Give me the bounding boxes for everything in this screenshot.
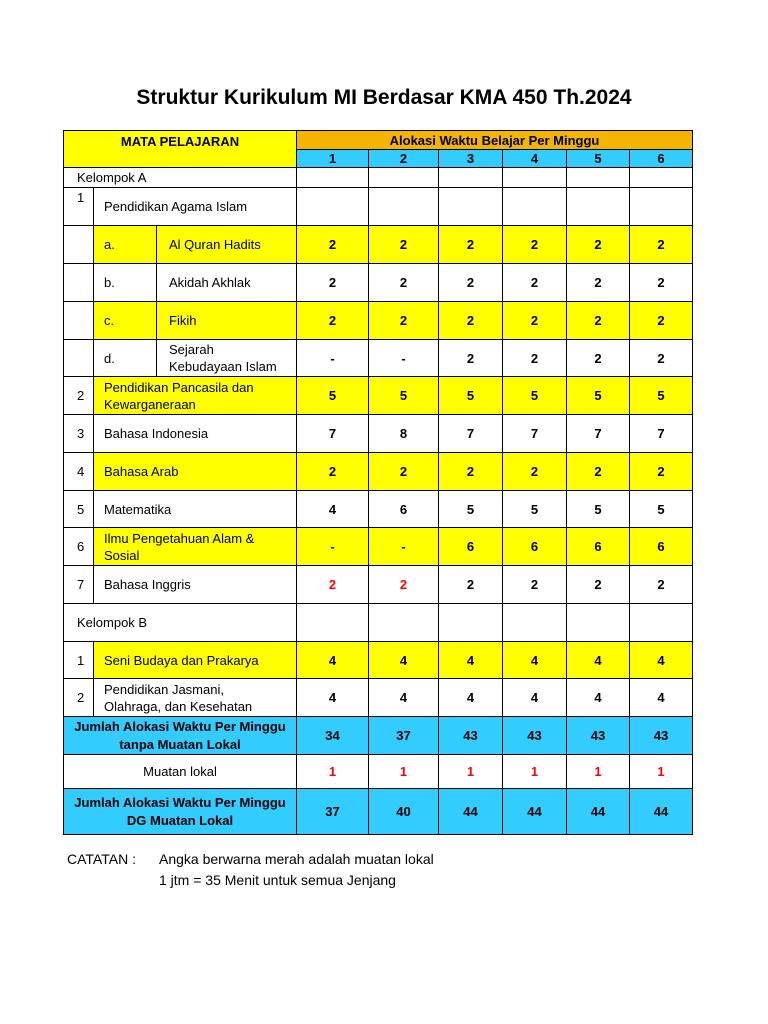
- value-cell: 7: [439, 415, 503, 453]
- value-cell: 4: [503, 679, 567, 717]
- value-cell: 2: [630, 226, 693, 264]
- table-row: [64, 340, 693, 377]
- row-number: 7: [64, 566, 94, 604]
- grade-header: 5: [567, 150, 630, 168]
- value-cell: 2: [439, 566, 503, 604]
- local-content-label: Muatan lokal: [64, 755, 297, 789]
- subject-name: [94, 679, 297, 717]
- value-cell: 2: [503, 264, 567, 302]
- total-cell: 43: [503, 717, 567, 755]
- value-cell: 4: [439, 679, 503, 717]
- total-cell: 44: [630, 789, 693, 835]
- table-row: [64, 415, 693, 453]
- value-cell: 2: [369, 453, 439, 491]
- row-number: 3: [64, 415, 94, 453]
- value-cell: 5: [630, 491, 693, 528]
- total-cell: 43: [567, 717, 630, 755]
- value-cell-local: 1: [567, 755, 630, 789]
- value-cell: 2: [567, 226, 630, 264]
- sub-letter: b.: [94, 264, 157, 302]
- subject-name-line: Ilmu Pengetahuan Alam &: [104, 530, 255, 546]
- table-row: [64, 604, 693, 642]
- subject-name-line: Pendidikan Pancasila dan: [104, 379, 254, 395]
- subject-name: Bahasa Inggris: [94, 566, 297, 604]
- table-row: [64, 226, 693, 264]
- grade-header: 2: [369, 150, 439, 168]
- table-row: [64, 377, 693, 415]
- value-cell: 2: [567, 340, 630, 377]
- subject-name-line: Sejarah: [169, 342, 214, 357]
- value-cell: 6: [630, 528, 693, 566]
- value-cell: 2: [630, 302, 693, 340]
- value-cell: 2: [503, 340, 567, 377]
- table-row: [64, 491, 693, 528]
- grade-header: 1: [297, 150, 369, 168]
- header-alokasi: Alokasi Waktu Belajar Per Minggu: [297, 131, 693, 150]
- row-number: 2: [64, 679, 94, 717]
- table-row: [64, 679, 693, 717]
- value-cell-local: 1: [630, 755, 693, 789]
- value-cell: 2: [630, 566, 693, 604]
- subject-name: Seni Budaya dan Prakarya: [94, 642, 297, 679]
- subject-name: [94, 377, 297, 415]
- value-cell: 7: [503, 415, 567, 453]
- value-cell: 5: [567, 377, 630, 415]
- value-cell: 4: [567, 679, 630, 717]
- value-cell: 2: [630, 453, 693, 491]
- value-cell: 2: [503, 453, 567, 491]
- table-row: [64, 168, 693, 188]
- total-cell: 44: [439, 789, 503, 835]
- subject-name: Bahasa Arab: [94, 453, 297, 491]
- value-cell-local: 1: [369, 755, 439, 789]
- value-cell: 4: [503, 642, 567, 679]
- notes-label: CATATAN :: [67, 851, 136, 867]
- value-cell: 5: [503, 377, 567, 415]
- value-cell: 4: [297, 679, 369, 717]
- value-cell: 5: [567, 491, 630, 528]
- subject-name-line: Kewarganeraan: [104, 396, 196, 412]
- value-cell: 6: [567, 528, 630, 566]
- value-cell: 4: [369, 679, 439, 717]
- value-cell: 2: [297, 264, 369, 302]
- table-row: [64, 789, 693, 835]
- value-cell: 5: [439, 491, 503, 528]
- table-row: [64, 717, 693, 755]
- page-title: Struktur Kurikulum MI Berdasar KMA 450 Th.2024: [136, 86, 632, 109]
- total-cell: 43: [630, 717, 693, 755]
- value-cell: -: [297, 528, 369, 566]
- value-cell-local: 2: [369, 566, 439, 604]
- subject-name: Matematika: [94, 491, 297, 528]
- value-cell: 4: [297, 491, 369, 528]
- value-cell: -: [369, 528, 439, 566]
- value-cell: 4: [630, 642, 693, 679]
- value-cell: 4: [369, 642, 439, 679]
- note-line: Angka berwarna merah adalah muatan lokal: [159, 851, 434, 867]
- sub-letter: c.: [94, 302, 157, 340]
- total-cell: 44: [567, 789, 630, 835]
- value-cell: 2: [439, 453, 503, 491]
- value-cell: 2: [439, 302, 503, 340]
- total-cell: 37: [297, 789, 369, 835]
- grade-header: 3: [439, 150, 503, 168]
- value-cell: -: [297, 340, 369, 377]
- value-cell: 2: [439, 226, 503, 264]
- note-line: 1 jtm = 35 Menit untuk semua Jenjang: [159, 872, 396, 888]
- group-label: Kelompok A: [64, 168, 297, 188]
- value-cell: 7: [297, 415, 369, 453]
- value-cell: 2: [567, 453, 630, 491]
- value-cell: 6: [503, 528, 567, 566]
- value-cell-local: 2: [297, 566, 369, 604]
- value-cell: 5: [297, 377, 369, 415]
- table-row: [64, 528, 693, 566]
- value-cell: 5: [369, 377, 439, 415]
- total-label-line: Jumlah Alokasi Waktu Per Minggu: [74, 718, 286, 734]
- value-cell: 5: [439, 377, 503, 415]
- subject-name: Pendidikan Agama Islam: [94, 188, 297, 226]
- value-cell: 8: [369, 415, 439, 453]
- subject-name: [94, 528, 297, 566]
- table-row: [64, 566, 693, 604]
- value-cell: 6: [439, 528, 503, 566]
- row-number: 6: [64, 528, 94, 566]
- value-cell: 2: [297, 453, 369, 491]
- sub-letter: d.: [94, 340, 157, 377]
- value-cell: 4: [439, 642, 503, 679]
- value-cell: 2: [503, 226, 567, 264]
- subject-name: Bahasa Indonesia: [94, 415, 297, 453]
- value-cell: 7: [630, 415, 693, 453]
- row-number: 4: [64, 453, 94, 491]
- total-without-local-label: [64, 717, 297, 755]
- value-cell: 2: [439, 264, 503, 302]
- subject-name: Al Quran Hadits: [157, 226, 297, 264]
- value-cell: 2: [567, 566, 630, 604]
- value-cell: 5: [503, 491, 567, 528]
- value-cell: 4: [630, 679, 693, 717]
- value-cell: 6: [369, 491, 439, 528]
- subject-name: [157, 340, 297, 377]
- total-cell: 44: [503, 789, 567, 835]
- subject-name-line: Pendidikan Jasmani,: [104, 681, 224, 697]
- value-cell-local: 1: [439, 755, 503, 789]
- subject-name-line: Sosial: [104, 547, 140, 563]
- value-cell: 7: [567, 415, 630, 453]
- table-row: [64, 453, 693, 491]
- subject-name: Akidah Akhlak: [157, 264, 297, 302]
- subject-name: Fikih: [157, 302, 297, 340]
- total-cell: 43: [439, 717, 503, 755]
- row-number: 1: [64, 188, 94, 226]
- value-cell: 2: [439, 340, 503, 377]
- row-number: 5: [64, 491, 94, 528]
- grade-header: 4: [503, 150, 567, 168]
- value-cell: 2: [503, 566, 567, 604]
- total-cell: 34: [297, 717, 369, 755]
- table-row: [64, 755, 693, 789]
- grade-header: 6: [630, 150, 693, 168]
- table-row: [64, 264, 693, 302]
- table-row: [64, 642, 693, 679]
- row-number: 1: [64, 642, 94, 679]
- curriculum-table: [63, 130, 693, 835]
- table-row: [64, 302, 693, 340]
- table-row: [64, 188, 693, 226]
- total-cell: 37: [369, 717, 439, 755]
- value-cell: 2: [369, 264, 439, 302]
- header-mata-pelajaran: MATA PELAJARAN: [64, 131, 297, 168]
- value-cell: 2: [369, 302, 439, 340]
- total-label-line: tanpa Muatan Lokal: [119, 736, 241, 752]
- value-cell-local: 1: [297, 755, 369, 789]
- total-cell: 40: [369, 789, 439, 835]
- value-cell: 2: [369, 226, 439, 264]
- subject-name-line: Kebudayaan Islam: [169, 359, 277, 374]
- value-cell: -: [369, 340, 439, 377]
- value-cell: 5: [630, 377, 693, 415]
- total-label-line: DG Muatan Lokal: [126, 812, 234, 828]
- value-cell: 2: [567, 264, 630, 302]
- total-with-local-label: [64, 789, 297, 835]
- sub-letter: a.: [94, 226, 157, 264]
- value-cell: 2: [630, 340, 693, 377]
- row-number: 2: [64, 377, 94, 415]
- value-cell: 4: [297, 642, 369, 679]
- value-cell: 2: [297, 302, 369, 340]
- group-label: Kelompok B: [64, 604, 297, 642]
- value-cell-local: 1: [503, 755, 567, 789]
- total-label-line: Jumlah Alokasi Waktu Per Minggu: [74, 794, 286, 810]
- value-cell: 2: [503, 302, 567, 340]
- subject-name-line: Olahraga, dan Kesehatan: [104, 698, 253, 714]
- value-cell: 4: [567, 642, 630, 679]
- value-cell: 2: [630, 264, 693, 302]
- value-cell: 2: [567, 302, 630, 340]
- value-cell: 2: [297, 226, 369, 264]
